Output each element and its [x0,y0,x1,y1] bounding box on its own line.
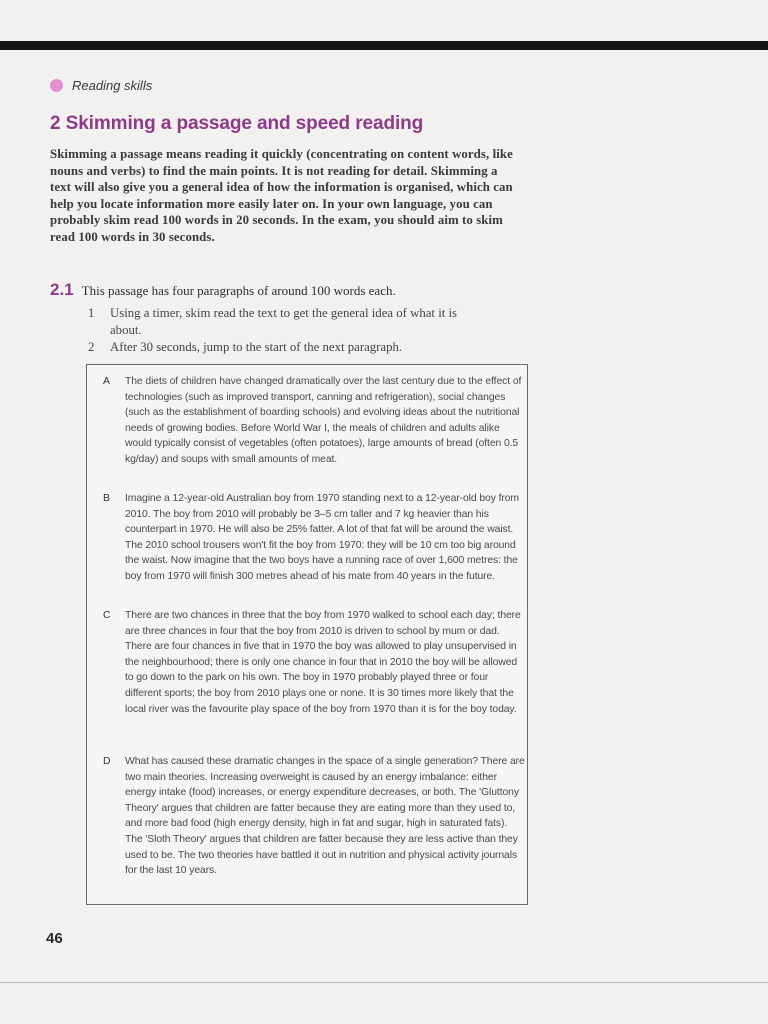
paragraph-text: What has caused these dramatic changes in the space of a single generation? There are two main theories. Increasing overweight is caused by an energy imbalance: either energy intake (food) increases, or energy expenditure decreases, or both. The 'Gluttony Theory' argues that children are fatter because they are eating more than they used to, and more bad food (high energy density, high in fat and sugar, high in saturated fats). The 'Sloth Theory' argues that children are fatter because they are less active than they used to be. The two theories have battled it out in nutrition and physical activity journals for the last 10 years. [125,756,525,877]
bottom-divider [0,982,768,983]
exercise-steps [88,305,488,357]
paragraph-letter: A [103,376,110,387]
intro-paragraph: Skimming a passage means reading it quickly (concentrating on content words, like nouns and verbs) to find the main points. It is not reading for detail. Skimming a text will also give you a general idea of how the information is organised, which can help you locate information more easily later on. In your own language, you can probably skim read 100 words in 20 seconds. In the exam, you should aim to skim read 100 words in 30 seconds. [50,147,513,244]
section-label-text: Reading skills [72,78,153,93]
passage-paragraph-c [103,608,525,717]
bullet-dot-icon [50,79,63,92]
passage-paragraph-a [103,374,525,468]
step-number: 2 [88,340,95,354]
reading-passage-box [86,364,528,905]
step-text: Using a timer, skim read the text to get the general idea of what it is about. [110,306,458,337]
section-heading: 2 Skimming a passage and speed reading [50,113,424,134]
paragraph-letter: C [103,610,111,621]
paragraph-text: There are two chances in three that the boy from 1970 walked to school each day; there are three chances in four that the boy from 2010 is driven to school by mum or dad. There are four chances in five that in 1970 the boy was allowed to play unsupervised in the neighbourhood; there is only one chance in four that in 2010 the boy will be allowed to go down to the park on his own. The boy in 1970 probably played three or four different sports; the boy from 2010 plays one or none. It is 30 times more likely that the local river was the favourite play space of the boy from 1970 than it is for the boy today. [125,610,521,715]
paragraph-text: The diets of children have changed dramatically over the last century due to the effect of technologies (such as improved transport, canning and refrigeration), social changes (such as the establishment of boarding schools) and evolving ideas about the nutritional needs of growing bodies. Before World War I, the meals of children and adults alike would typically consist of vegetables (often potatoes), large amounts of bread (often 0.5 kg/day) and soups with small amounts of meat. [125,376,522,465]
passage-paragraph-d [103,754,525,879]
step-item [88,339,488,356]
top-rule [0,41,768,50]
exercise-instruction: This passage has four paragraphs of around 100 words each. [81,283,396,298]
page-number: 46 [46,930,63,947]
passage-paragraph-b [103,491,525,585]
exercise-number: 2.1 [50,280,74,299]
paragraph-letter: D [103,756,111,767]
step-number: 1 [88,306,95,320]
paragraph-letter: B [103,493,110,504]
step-text: After 30 seconds, jump to the start of the next paragraph. [110,340,403,354]
step-item [88,305,488,338]
exercise-header [50,280,520,300]
section-label [50,78,152,93]
paragraph-text: Imagine a 12-year-old Australian boy from 1970 standing next to a 12-year-old boy from 2010. The boy from 2010 will probably be 3–5 cm taller and 7 kg heavier than his counterpart in 1970. He will also be 25% fatter. A lot of that fat will be around the waist. The 2010 school trousers won't fit the boy from 1970: they will be 10 cm too big around the waist. Now imagine that the two boys have a running race of over 1,600 metres: the boy from 1970 will finish 300 metres ahead of his mate from 40 years in the future. [125,493,519,582]
